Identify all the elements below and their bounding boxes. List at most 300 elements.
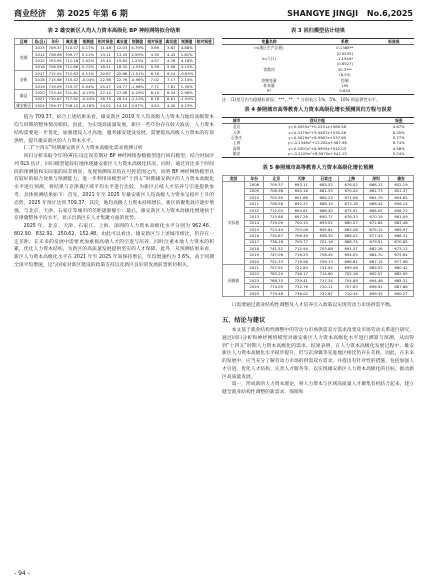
table3-cell: 控制变量 bbox=[261, 77, 277, 83]
table2-cell: 708.12 bbox=[64, 102, 79, 108]
left-column bbox=[14, 26, 214, 270]
issue-label: 第 2025 年第 6 期 bbox=[56, 8, 128, 18]
table5-cell: 651.37 bbox=[389, 188, 414, 194]
table2-cell: -1.03% bbox=[130, 64, 145, 70]
table4-cell: 6.45% bbox=[392, 129, 405, 135]
table5-cell: 706.56 bbox=[264, 201, 289, 207]
table5-header-cell: 上海 bbox=[339, 175, 364, 181]
table3-cell: R² bbox=[266, 88, 272, 94]
table2-cell: 3.87 bbox=[164, 45, 178, 51]
table2-cell: -1.94% bbox=[180, 96, 194, 102]
body-left-paragraph: (二)“十四五”时期雄安新区人力资本高级化需求预测分析 bbox=[23, 146, 143, 152]
table5-cell: 720.11 bbox=[314, 284, 339, 290]
table4-cell: 石家庄 bbox=[230, 135, 243, 140]
table5-cell: 652.19 bbox=[389, 182, 414, 188]
table2-cell: 2014 bbox=[33, 51, 47, 57]
table5-header-cell: 北京 bbox=[264, 175, 289, 181]
table5-cell: 774.05 bbox=[264, 284, 289, 290]
table5-cell: 698.35 bbox=[314, 233, 339, 239]
table2-cell: -0.23% bbox=[81, 89, 95, 95]
table5-cell: 673.18 bbox=[339, 201, 364, 207]
table2-cell: 1.61% bbox=[178, 51, 195, 57]
table5-cell: 2013 bbox=[245, 214, 264, 220]
header-left bbox=[14, 8, 128, 19]
page-number: - 94 - bbox=[14, 570, 30, 577]
table2-cell: 712.83 bbox=[64, 70, 79, 76]
table2-row bbox=[15, 102, 214, 108]
table5-cell: 768.70 bbox=[264, 278, 289, 284]
table2-cell: 25.27 bbox=[96, 83, 114, 89]
table5-cell: 708.98 bbox=[264, 188, 289, 194]
table5-cell: 654.82 bbox=[389, 194, 414, 200]
table5-cell: 2019 bbox=[245, 252, 264, 258]
table5-cell: 2011 bbox=[245, 201, 264, 207]
table2-cell: 24.77 bbox=[116, 83, 128, 89]
table2-cell: 710.57 bbox=[64, 45, 79, 51]
table5-group-label: 预测值 bbox=[223, 265, 245, 297]
table5-cell: 686.02 bbox=[339, 233, 364, 239]
table2-cell: 14.10 bbox=[116, 102, 128, 108]
table2-cell: 12.03 bbox=[116, 45, 128, 51]
table5-cell: 668.05 bbox=[364, 207, 389, 213]
header-right bbox=[287, 9, 413, 18]
table3-cell: 0.1388** bbox=[336, 45, 354, 51]
table5-cell: 666.42 bbox=[364, 201, 389, 207]
table5-cell: 2008 bbox=[245, 182, 264, 188]
table2-header-cell: 真实值 bbox=[165, 38, 177, 44]
table2-cell: 4.88% bbox=[178, 45, 195, 51]
table5-cell: 670.44 bbox=[339, 188, 364, 194]
table5-cell: 689.53 bbox=[364, 265, 389, 271]
table5-cell: 673.12 bbox=[389, 246, 414, 252]
table3-cell: 常数项 bbox=[263, 66, 275, 72]
table5-cell: 747.06 bbox=[264, 252, 289, 258]
table2-header-cell: 区域 bbox=[15, 39, 33, 45]
table5-cell: 686.15 bbox=[314, 201, 339, 207]
table5-cell: 763.24 bbox=[264, 271, 289, 277]
table2-title: 表 2 雄安新区人均人力资本高级化 BP 神经网络拟合结果 bbox=[47, 28, 181, 34]
table2-cell: 2017 bbox=[33, 70, 47, 76]
table5-cell: 679.91 bbox=[364, 239, 389, 245]
table4-cell: y=0.0055x²+0.2251x+589.58 bbox=[288, 124, 347, 130]
table4-cell: 4.67% bbox=[392, 124, 405, 130]
table5-header-cell: 类别 bbox=[223, 175, 245, 181]
table5-cell: 675.12 bbox=[364, 226, 389, 232]
table5-cell: 723.44 bbox=[264, 226, 289, 232]
table5-cell: 2023 bbox=[245, 278, 264, 284]
table2-cell: -0.65% bbox=[180, 70, 194, 76]
table5-cell: 712.94 bbox=[289, 246, 314, 252]
table5-cell: 709.37 bbox=[264, 182, 289, 188]
table2-cell: 2021 bbox=[33, 96, 47, 102]
table2-cell: 7.02 bbox=[146, 77, 164, 83]
table2-header-cell: 年份 bbox=[47, 39, 63, 45]
table2-cell: 22.98 bbox=[96, 77, 114, 83]
table2-cell: 1.30% bbox=[178, 83, 195, 89]
table2-cell: 712.04 bbox=[48, 70, 62, 76]
table2-cell: 2019 bbox=[33, 83, 47, 89]
table2-cell: -0.29% bbox=[130, 89, 145, 95]
table2-cell: 1.02% bbox=[80, 58, 97, 64]
table4 bbox=[222, 117, 414, 158]
table2-cell: 708.98 bbox=[48, 51, 62, 57]
table5-cell: 680.57 bbox=[339, 220, 364, 226]
table2-cell: 8.34 bbox=[164, 90, 178, 96]
table2-cell: 4.44 bbox=[146, 102, 164, 108]
table3-cell: 控制 bbox=[341, 77, 349, 83]
right-column bbox=[222, 26, 414, 397]
table5-cell: 691.37 bbox=[339, 246, 364, 252]
table2-cell: 706.56 bbox=[48, 64, 62, 70]
table2-cell: 4.42 bbox=[164, 51, 178, 57]
table5-cell: 729.41 bbox=[289, 278, 314, 284]
table2-group-label: 雄县 bbox=[15, 90, 33, 103]
table5-cell: 688.74 bbox=[339, 239, 364, 245]
body-text-right bbox=[222, 302, 414, 310]
table2-cell: 8.10 bbox=[146, 90, 164, 96]
table5-cell: 695.81 bbox=[314, 226, 339, 232]
table2-cell: 4.79% bbox=[129, 45, 146, 51]
table3-cell: (6.53) bbox=[339, 72, 351, 78]
issue-label-en: No.6,2025 bbox=[366, 8, 413, 18]
table5-row bbox=[223, 290, 414, 296]
journal-name-en: SHANGYE JINGJI bbox=[287, 8, 359, 18]
table4-cell: 天津 bbox=[232, 129, 241, 135]
table4-row bbox=[222, 151, 414, 157]
table5-cell: 670.19 bbox=[364, 214, 389, 220]
table4-cell: 上海 bbox=[232, 140, 241, 146]
table2-header-cell: 相对误差 bbox=[147, 38, 163, 44]
table2-cell: 7.71 bbox=[146, 83, 164, 89]
table2-cell: 18.51 bbox=[96, 64, 114, 70]
table5-cell: 696.92 bbox=[364, 284, 389, 290]
table5-cell: 690.77 bbox=[314, 214, 339, 220]
table3-note: 注：(1)括号内为稳健标准误；***、**、* 分别表示 1%、5%、10% 的显著性水平。 bbox=[222, 96, 381, 102]
table5-header-cell: 石家庄 bbox=[314, 175, 339, 181]
table4-cell: y=0.0029x²+8.9967x+537.69 bbox=[288, 135, 347, 140]
table4-cell: y=-0.1346x²+13.281x+467.96 bbox=[287, 140, 347, 146]
table5-cell: 2009 bbox=[245, 188, 264, 194]
table5-cell: 678.33 bbox=[339, 214, 364, 220]
table5-cell: 709.13 bbox=[314, 258, 339, 264]
table5-cell: 2020 bbox=[245, 258, 264, 264]
table4-cell: y=0.0379x²+9.0487x+530.48 bbox=[288, 129, 347, 135]
table2-cell: 27.14 bbox=[96, 90, 114, 96]
table2-cell: 15.44 bbox=[96, 58, 114, 64]
table5-cell: 675.64 bbox=[389, 252, 414, 258]
table2-cell: 709.37 bbox=[48, 45, 62, 51]
table5-cell: 682.95 bbox=[389, 271, 414, 277]
table2-cell: 711.16 bbox=[64, 57, 79, 63]
body-text-left bbox=[14, 114, 214, 269]
table2-cell: 13.11 bbox=[96, 51, 114, 57]
table5-cell: 693.11 bbox=[289, 182, 314, 188]
table2-cell: 4.57 bbox=[146, 58, 164, 64]
table2-header-cell: 预测值 bbox=[80, 39, 97, 45]
table5-cell: 706.49 bbox=[289, 233, 314, 239]
table3 bbox=[222, 38, 414, 95]
table5-cell: 687.15 bbox=[364, 258, 389, 264]
table3-cell: -1.1944* bbox=[336, 56, 354, 61]
table2-cell: -0.04% bbox=[81, 77, 95, 83]
table4-cell: 深圳 bbox=[232, 145, 241, 151]
table5-cell: 663.48 bbox=[389, 220, 414, 226]
table2-cell: -0.18% bbox=[81, 102, 95, 108]
table5-cell: 684.70 bbox=[364, 252, 389, 258]
table2-cell: 2018 bbox=[33, 77, 47, 83]
table5-cell: 697.26 bbox=[289, 214, 314, 220]
table5-cell: 757.91 bbox=[264, 265, 289, 271]
table5-cell: 2012 bbox=[245, 207, 264, 213]
table4-cell: 雄安 bbox=[232, 151, 241, 157]
table2-cell: -0.96% bbox=[130, 77, 145, 83]
table4-body bbox=[222, 124, 414, 157]
table2-cell: 719.37 bbox=[64, 83, 79, 89]
conclusion-paragraph: 第一，形成新的人力资本理论，将人力资本与区域高质量人才聚集有机结合起来，建立健全就业结构性调整的新需求、保障和 bbox=[222, 382, 414, 396]
table2-cell: 20.66 bbox=[116, 70, 128, 76]
table5-cell: 696.81 bbox=[339, 258, 364, 264]
table2-cell: 0.72% bbox=[80, 64, 97, 70]
conclusion-paragraph: 本文基于就业结构性调整中的劳动力市场供需双方需求改变及市场劳动关系进行研究，通过回归分析和神经网络模型对雄安新区人力资本高级化水平进行测算与预测，从而得到“十四五”时期人力资本高级化的需求。结果表明，在人力资本高级化发展过程中，雄安新区人力资本高级化水平稳步提升，但与京津冀等先进地区相比仍存在差距。因此，在未来的发展中，应当充分了解劳动力市场的供需双方需求，并提出有针对性的措施，包括加强人才引进、优化人才结构、完善人才服务等，以实现雄安新区人力资本高级化的目标，推动新区高质量发展。 bbox=[222, 327, 414, 380]
table5-cell: 683.26 bbox=[339, 226, 364, 232]
table3-cell: 30.3*** bbox=[337, 66, 352, 72]
table5-cell: 2014 bbox=[245, 220, 264, 226]
table5-cell: 752.33 bbox=[264, 258, 289, 264]
table4-header-cell: 误差 bbox=[383, 118, 414, 124]
table2-cell: 2.59% bbox=[129, 51, 146, 57]
table3-body bbox=[222, 45, 414, 95]
table3-cell: 195 bbox=[341, 83, 349, 88]
table5-cell: 658.72 bbox=[389, 207, 414, 213]
table5-cell: 711.92 bbox=[314, 265, 339, 271]
table2-header-cell: 预测值 bbox=[178, 39, 195, 45]
section-heading: 五、结论与建议 bbox=[222, 316, 266, 324]
table5-cell: 2024 bbox=[245, 284, 264, 290]
table2-cell: 18.32 bbox=[116, 64, 128, 70]
table2-cell: 711.66 bbox=[64, 64, 79, 70]
table5-cell: 703.08 bbox=[289, 226, 314, 232]
table5-cell: 661.09 bbox=[389, 214, 414, 220]
table5-cell: 2022 bbox=[245, 271, 264, 277]
table2-cell: 715.42 bbox=[64, 77, 79, 83]
table5-header-cell: 雄安 bbox=[389, 175, 414, 181]
table2-cell: 7.17 bbox=[164, 77, 178, 83]
table2-cell: 4.76 bbox=[164, 58, 178, 64]
table2-cell: 5.56 bbox=[164, 64, 178, 70]
table2-cell: 2015 bbox=[33, 58, 47, 64]
table5-cell: 687.86 bbox=[389, 284, 414, 290]
table4-cell: 0.77% bbox=[392, 135, 405, 140]
table2-cell: 8.61 bbox=[164, 96, 178, 102]
table5-cell: 681.55 bbox=[314, 188, 339, 194]
table5-cell: 706.45 bbox=[314, 252, 339, 258]
table5-cell: 715.68 bbox=[264, 214, 289, 220]
table2-cell: 8.78 bbox=[146, 96, 164, 102]
table5-cell: 694.61 bbox=[289, 207, 314, 213]
table5-cell: 693.02 bbox=[314, 220, 339, 226]
table5-cell: 677.43 bbox=[364, 233, 389, 239]
table5-cell: 2018 bbox=[245, 246, 264, 252]
table2-cell: 3.69 bbox=[146, 45, 164, 51]
table5-cell: 716.23 bbox=[289, 252, 314, 258]
table2-cell: 14.02 bbox=[96, 102, 114, 108]
table4-cell: y=-0.2109x²+8.9975x+542.15 bbox=[287, 151, 347, 157]
table5-cell: 677.98 bbox=[389, 258, 414, 264]
table5-cell: 670.85 bbox=[389, 239, 414, 245]
table2-cell: 730.87 bbox=[48, 96, 62, 102]
table2-cell: 6.14 bbox=[164, 70, 178, 76]
table2 bbox=[14, 38, 214, 109]
table5-cell: 709.77 bbox=[289, 239, 314, 245]
table2-cell: 0.57% bbox=[129, 102, 146, 108]
table5-cell: 710.34 bbox=[339, 290, 364, 296]
table2-cell: 727.62 bbox=[64, 96, 79, 102]
table2-cell: 27.06 bbox=[116, 89, 128, 95]
table2-header-cell: 相对误差 bbox=[196, 38, 212, 44]
table5-cell: 685.31 bbox=[389, 278, 414, 284]
table5-cell: 699.35 bbox=[364, 290, 389, 296]
table4-cell: 0.24% bbox=[392, 151, 405, 157]
table5-cell: 722.87 bbox=[314, 290, 339, 296]
table5-cell: 712.04 bbox=[264, 207, 289, 213]
table2-cell: 719.09 bbox=[48, 83, 62, 89]
table3-cell: ln(地区生产总值) bbox=[254, 45, 284, 51]
table2-cell: 0.17% bbox=[80, 45, 97, 51]
table5-cell: 691.66 bbox=[289, 194, 314, 200]
table2-cell: 0.11% bbox=[80, 51, 97, 57]
table5-cell: 684.23 bbox=[314, 194, 339, 200]
table5-header-cell: 天津 bbox=[289, 175, 314, 181]
table3-cell: (0.0535) bbox=[336, 50, 353, 56]
table2-cell: -2.12% bbox=[130, 96, 145, 102]
table5-cell: 730.87 bbox=[264, 233, 289, 239]
table5-cell: 671.56 bbox=[339, 194, 364, 200]
table2-cell: -0.44% bbox=[81, 96, 95, 102]
table5-cell: 714.60 bbox=[314, 271, 339, 277]
table5-cell: 701.16 bbox=[314, 239, 339, 245]
table2-cell: 2013 bbox=[33, 45, 47, 51]
table2-cell: 28.14 bbox=[116, 96, 128, 102]
table2-cell: 715.68 bbox=[48, 77, 62, 83]
table2-cell: 11.48 bbox=[96, 45, 114, 51]
table5-cell: 732.76 bbox=[289, 284, 314, 290]
table2-cell: 22.76 bbox=[116, 77, 128, 83]
running-header bbox=[14, 6, 413, 21]
table2-cell: 2016 bbox=[33, 64, 47, 70]
table5-cell: 676.02 bbox=[339, 182, 364, 188]
table5-cell: 692.07 bbox=[364, 271, 389, 277]
table5-cell: 700.15 bbox=[289, 220, 314, 226]
conclusion-text bbox=[222, 327, 414, 397]
table5-cell: 688.40 bbox=[314, 207, 339, 213]
table2-cell: 0.04% bbox=[80, 83, 97, 89]
table5-cell: 662.73 bbox=[364, 188, 389, 194]
table2-cell: -1.98% bbox=[130, 83, 145, 89]
table3-title: 表 3 回归模型估计结果 bbox=[291, 28, 345, 34]
table2-cell: 6.18 bbox=[146, 70, 164, 76]
table5-cell: 779.48 bbox=[264, 290, 289, 296]
table3-row bbox=[222, 89, 414, 95]
table5-cell: 672.84 bbox=[364, 220, 389, 226]
table2-cell: 3.15% bbox=[178, 64, 195, 70]
body-right-paragraph: 口需要通过就业结构性调整及人才培养引入政策以实现劳动力市场供需平衡。 bbox=[231, 303, 395, 309]
table5-cell: 704.89 bbox=[339, 278, 364, 284]
table2-cell: 721.81 bbox=[64, 89, 79, 95]
table5-cell: 2016 bbox=[245, 233, 264, 239]
table5-cell: 699.46 bbox=[339, 265, 364, 271]
table3-header-cell: 变量名称 bbox=[222, 39, 316, 45]
table2-header-cell: 真实值 bbox=[116, 38, 128, 44]
table2-cell: 4.16% bbox=[178, 58, 195, 64]
table3-cell bbox=[374, 89, 414, 95]
table5-cell: 665.97 bbox=[389, 226, 414, 232]
table5-cell: 675.91 bbox=[339, 207, 364, 213]
table5-cell: 726.17 bbox=[289, 271, 314, 277]
table2-cell: 709.37 bbox=[48, 102, 62, 108]
table2-cell: 4.45 bbox=[164, 102, 178, 108]
table3-header-cell: 标准误 bbox=[374, 39, 414, 45]
table5-cell: 2010 bbox=[245, 194, 264, 200]
table2-cell: -1.01% bbox=[130, 70, 145, 76]
table2-group-label: 安新 bbox=[15, 70, 33, 89]
table2-cell: 2.96% bbox=[178, 90, 195, 96]
table4-cell: 6.74% bbox=[392, 140, 405, 146]
table5-cell: 690.18 bbox=[289, 188, 314, 194]
table2-cell: 7.81 bbox=[164, 83, 178, 89]
table3-cell: ln(人口) bbox=[262, 56, 277, 61]
table4-header-cell: 回归方程 bbox=[251, 118, 383, 124]
table2-cell: 0.23% bbox=[178, 102, 195, 108]
table4-cell: 北京 bbox=[232, 124, 241, 130]
table5-cell: 690.27 bbox=[389, 290, 414, 296]
table5-cell: 664.79 bbox=[364, 194, 389, 200]
table2-group-label: 容城 bbox=[15, 45, 33, 71]
table5-cell: 656.14 bbox=[389, 201, 414, 207]
table2-header-cell: 预测值 bbox=[129, 39, 146, 45]
table5-cell: 722.84 bbox=[289, 265, 314, 271]
table5-cell: 741.52 bbox=[264, 246, 289, 252]
table5-cell: 692.37 bbox=[289, 201, 314, 207]
table5-cell: 2025 bbox=[245, 290, 264, 296]
table2-header-cell: 相对误差 bbox=[97, 38, 114, 44]
journal-name: 商业经济 bbox=[14, 8, 46, 18]
table2-cell: 15.63 bbox=[116, 57, 128, 63]
table5-cell: 668.31 bbox=[389, 233, 414, 239]
table5-cell: 717.34 bbox=[314, 278, 339, 284]
table2-group-label: 雄安新区 bbox=[16, 102, 32, 108]
body-left-paragraph: 回归分析采取今年的(4)在设定误差期对 BP 神经网络参数模型进行回归模型，结合时间序列 0LS 估计，回归模型能较好地体现雄安新区人力资本高级化状况。同时，通过对比多个时间段的预测值和实际值的误差情况，发现预测误差均在可控范围之内，说明 BP 神经网络模型具有较好的拟合效果与预测能力。进一步利用该模型对“十四五”时期雄安新区的人力资本高级化水平进行预测，将结果与京津冀区域平均水平进行比较，为新区后续人才培养与引进提供参考。具体预测结果如下：首先，2021 年至 2025 年雄安新区人均高级人力资本呈稳步上升的态势，2025 年预计达到 709.37；其次，地均高级人力资本持续增长，新区的聚集效应逐步增强，与北京、天津、石家庄等城市的差距逐渐缩小；最后，雄安新区人力资本高级化增速快于京津冀整体平均水平，显示出新区在人才集聚方面的优势。 bbox=[14, 154, 214, 222]
table4-cell: y=0.0301x²+8.9955x+542.03 bbox=[288, 145, 347, 151]
table2-cell: 723.44 bbox=[48, 89, 62, 95]
body-left-paragraph: 2025 年，北京、天津、石家庄、上海、深圳的人力资本高级化水平分别为 962.46、802.90、832.91、250.62、152.48。由此可以看出，雄安新区与上述城市相比，仍存在一定差距，在未来的发展中需要更加重视高端人才的引进与培养，同时注重本地人力资本的积累，优化人力资本结构，为新区的高质量发展提供坚实的人才保障。此外，从预测结果来看，新区人力资本高级化水平在 2021 年至 2025 年间保持增长，年均增速约为 3.6%，高于同期全国平均增速，这与国家对新区建设的政策支持以及新区良好的发展前景密切相关。 bbox=[14, 224, 214, 268]
table2-body bbox=[15, 45, 214, 109]
table3-cell: 0.844 bbox=[339, 88, 351, 94]
table2-cell: 4.35 bbox=[146, 51, 164, 57]
table5-cell: 736.02 bbox=[289, 290, 314, 296]
table5-cell: 685.52 bbox=[314, 182, 339, 188]
table5-cell: 680.42 bbox=[389, 265, 414, 271]
table5-title: 表 5 参照城市高等教育人力资本高级化增长预测 bbox=[262, 164, 374, 171]
table5-cell: 2015 bbox=[245, 226, 264, 232]
table3-cell: 样本量 bbox=[263, 83, 275, 88]
table5-group-label: 实际值 bbox=[223, 182, 245, 265]
table2-header-cell: 真实值 bbox=[63, 39, 79, 45]
table5-cell: 682.26 bbox=[364, 246, 389, 252]
table4-title: 表 4 参照城市高等教育人力资本高级化增长预测回归方程与误差 bbox=[244, 107, 392, 114]
table2-cell: 703.95 bbox=[48, 57, 62, 63]
table2-cell: 5.39 bbox=[146, 64, 164, 70]
table2-cell: 0.11% bbox=[80, 70, 97, 76]
